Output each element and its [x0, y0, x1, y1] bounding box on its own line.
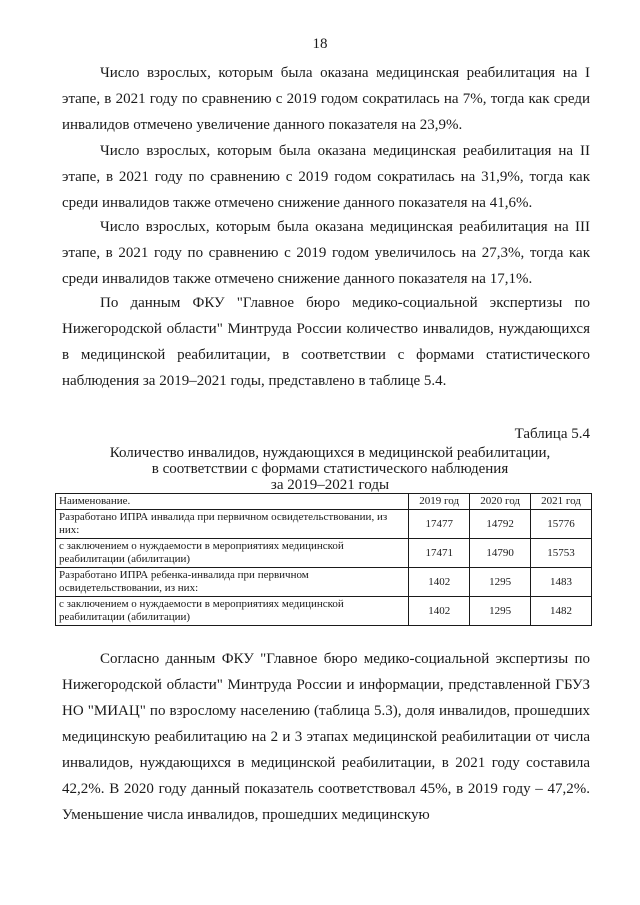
table-row	[56, 568, 592, 597]
page-number: 18	[312, 36, 328, 52]
column-header-2021: 2021 год	[531, 494, 592, 510]
table-title-line: Количество инвалидов, нуждающихся в медицинской реабилитации,	[109, 445, 551, 461]
column-header-2020: 2020 год	[470, 494, 531, 510]
column-header-2019: 2019 год	[409, 494, 470, 510]
disabled-rehab-table	[55, 493, 592, 626]
row-name: Разработано ИПРА ребенка-инвалида при первичном освидетельствовании, из них:	[56, 568, 409, 597]
cell-2019: 17471	[409, 539, 470, 568]
cell-2019: 1402	[409, 597, 470, 626]
cell-2020: 14792	[470, 510, 531, 539]
table-title-line: в соответствии с формами статистического наблюдения	[151, 461, 509, 477]
cell-2020: 1295	[470, 568, 531, 597]
paragraph-stage-1: Число взрослых, которым была оказана медицинская реабилитация на I этапе, в 2021 году по сравнению с 2019 годом сократилась на 7%, тогда как среди инвалидов отмечено увеличение данного показателя на 23,9%.	[62, 65, 590, 133]
table-row	[56, 597, 592, 626]
column-header-name: Наименование.	[56, 494, 409, 510]
cell-2021: 1482	[531, 597, 592, 626]
cell-2019: 17477	[409, 510, 470, 539]
row-name: с заключением о нуждаемости в мероприятиях медицинской реабилитации (абилитации)	[56, 597, 409, 626]
paragraph-analysis: Согласно данным ФКУ "Главное бюро медико-социальной экспертизы по Нижегородской области" Минтруда России и информации, представленной ГБУЗ НО "МИАЦ" по взрослому населению (таблица 5.3), доля инвалидов, прошедших медицинскую реабилитацию на 2 и 3 этапах медицинской реабилитации от числа инвалидов, нуждающихся в медицинской реабилитации, в 2021 году составила 42,2%. В 2020 году данный показатель соответствовал 45%, в 2019 году – 47,2%. Уменьшение числа инвалидов, прошедших медицинскую	[62, 651, 590, 823]
cell-2021: 15776	[531, 510, 592, 539]
cell-2020: 14790	[470, 539, 531, 568]
paragraph-stage-2: Число взрослых, которым была оказана медицинская реабилитация на II этапе, в 2021 году по сравнению с 2019 годом сократилась на 31,9%, тогда как среди инвалидов также отмечено снижение данного показателя на 41,6%.	[62, 143, 590, 211]
paragraph-table-intro: По данным ФКУ "Главное бюро медико-социальной экспертизы по Нижегородской области" Минтруда России количество инвалидов, нуждающихся в медицинской реабилитации, в соответствии с формами статистического наблюдения за 2019–2021 годы, представлено в таблице 5.4.	[62, 295, 590, 389]
cell-2021: 15753	[531, 539, 592, 568]
table-row	[56, 539, 592, 568]
table-header-row	[56, 494, 592, 510]
row-name: Разработано ИПРА инвалида при первичном освидетельствовании, из них:	[56, 510, 409, 539]
table-row	[56, 510, 592, 539]
paragraph-stage-3: Число взрослых, которым была оказана медицинская реабилитация на III этапе, в 2021 году по сравнению с 2019 годом увеличилось на 27,3%, тогда как среди инвалидов также отмечено снижение данного показателя на 17,1%.	[62, 219, 590, 287]
cell-2019: 1402	[409, 568, 470, 597]
table-label: Таблица 5.4	[514, 426, 590, 442]
table-title	[80, 445, 580, 493]
cell-2021: 1483	[531, 568, 592, 597]
cell-2020: 1295	[470, 597, 531, 626]
row-name: с заключением о нуждаемости в мероприятиях медицинской реабилитации (абилитации)	[56, 539, 409, 568]
table-title-line: за 2019–2021 годы	[270, 477, 390, 493]
